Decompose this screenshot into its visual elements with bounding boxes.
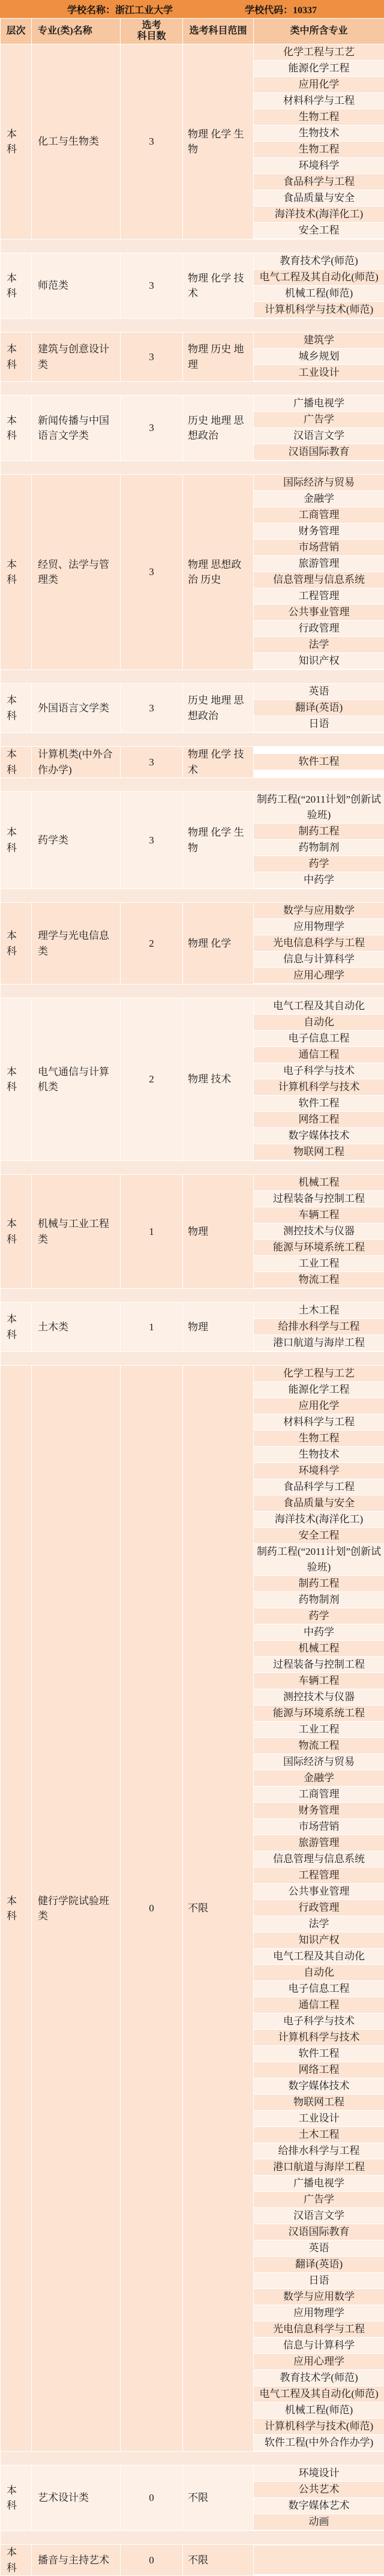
included-major-item: 制药工程 (254, 1576, 384, 1592)
included-major-item: 网络工程 (254, 1112, 384, 1128)
group-spacer-row (1, 1161, 384, 1175)
included-major-item: 环境设计 (254, 2466, 384, 2482)
table-header-row (1, 19, 384, 44)
subject-range-cell: 物理 历史 地理 (183, 333, 254, 382)
included-major-item: 测控技术与仪器 (254, 1689, 384, 1706)
included-major-item: 汉语国际教育 (254, 2224, 384, 2240)
major-group-row (1, 333, 384, 382)
major-name-cell: 师范类 (32, 253, 121, 319)
included-major-item: 旅游管理 (254, 556, 384, 572)
major-name-cell: 播音与主持艺术 (32, 2545, 121, 2576)
included-major-item: 网络工程 (254, 2062, 384, 2078)
included-major-item: 工商管理 (254, 507, 384, 523)
included-major-item: 翻译(英语) (254, 700, 384, 716)
included-majors-list (254, 792, 384, 888)
included-major-item: 能源与环境系统工程 (254, 1240, 384, 1256)
major-group-row (1, 1175, 384, 1289)
level-cell: 本科 (1, 903, 32, 985)
included-majors-cell (254, 903, 384, 985)
subject-range-cell: 物理 (183, 1303, 254, 1352)
subject-range-cell: 物理 思想政治 历史 (183, 475, 254, 670)
level-cell: 本科 (1, 396, 32, 461)
included-major-item: 物联网工程 (254, 2095, 384, 2111)
subject-range-cell: 不限 (183, 1366, 254, 2452)
major-group-row (1, 2466, 384, 2531)
major-name-cell: 经贸、法学与管理类 (32, 475, 121, 670)
subject-count-cell: 1 (121, 1303, 183, 1352)
included-major-item: 材料科学与工程 (254, 93, 384, 109)
level-cell: 本科 (1, 1366, 32, 2452)
subject-count-cell: 1 (121, 1175, 183, 1289)
subject-count-cell: 3 (121, 792, 183, 889)
included-major-item: 知识产权 (254, 1932, 384, 1949)
included-major-item: 机械工程 (254, 1641, 384, 1657)
level-cell: 本科 (1, 253, 32, 319)
included-majors-list (254, 998, 384, 1160)
included-major-item: 车辆工程 (254, 1207, 384, 1223)
group-spacer-row (1, 1352, 384, 1366)
included-majors-list (254, 1175, 384, 1288)
major-group-row (1, 1303, 384, 1352)
major-group-row (1, 2545, 384, 2576)
included-major-item: 物联网工程 (254, 1144, 384, 1160)
included-major-item: 药物制剂 (254, 840, 384, 856)
subject-count-cell: 3 (121, 684, 183, 733)
included-major-item: 广播电视学 (254, 2176, 384, 2192)
included-majors-cell (254, 333, 384, 382)
included-major-item: 通信工程 (254, 1047, 384, 1063)
table-body (1, 44, 384, 2576)
group-spacer-cell (1, 670, 384, 684)
level-cell: 本科 (1, 2466, 32, 2531)
header-major: 专业(类)名称 (32, 19, 121, 44)
included-major-item: 国际经济与贸易 (254, 1754, 384, 1770)
group-spacer-cell (1, 240, 384, 253)
group-spacer-cell (1, 1352, 384, 1366)
included-majors-cell (254, 44, 384, 240)
subject-count-cell: 3 (121, 396, 183, 461)
included-major-item: 数学与应用数学 (254, 903, 384, 919)
major-group-row (1, 684, 384, 733)
included-major-item: 翻译(英语) (254, 2257, 384, 2273)
included-majors-list (254, 1366, 384, 2451)
major-name-cell: 新闻传播与中国语言文学类 (32, 396, 121, 461)
included-major-item: 信息与计算科学 (254, 2338, 384, 2354)
group-spacer-cell (1, 778, 384, 792)
included-major-item: 生物工程 (254, 1431, 384, 1447)
included-major-item: 过程装备与控制工程 (254, 1191, 384, 1207)
major-group-row (1, 747, 384, 778)
included-major-item: 计算机科学与技术 (254, 2030, 384, 2046)
school-name: 学校名称：浙江工业大学 (67, 2, 173, 16)
included-major-item: 广播电视学 (254, 396, 384, 412)
included-major-item: 广告学 (254, 2192, 384, 2208)
subject-count-cell: 0 (121, 2545, 183, 2576)
included-major-item: 电子科学与技术 (254, 1063, 384, 1079)
included-major-item: 生物工程 (254, 142, 384, 158)
included-major-item: 机械工程(师范) (254, 286, 384, 302)
level-cell: 本科 (1, 44, 32, 240)
included-majors-cell (254, 1175, 384, 1289)
subject-count-cell: 2 (121, 903, 183, 985)
included-major-item: 生物工程 (254, 109, 384, 125)
included-major-item: 测控技术与仪器 (254, 1223, 384, 1240)
header-count-text: 选考 科目数 (123, 20, 180, 43)
included-major-item: 制药工程(“2011计划”创新试验班) (254, 792, 384, 824)
included-major-item: 制药工程 (254, 824, 384, 840)
included-major-item: 软件工程 (254, 1096, 384, 1112)
included-majors-cell (254, 998, 384, 1161)
included-major-item: 港口航道与海岸工程 (254, 1335, 384, 1351)
school-code: 学校代码：10337 (245, 2, 317, 16)
header-count (121, 19, 183, 44)
included-major-item: 国际经济与贸易 (254, 475, 384, 491)
included-major-item: 港口航道与海岸工程 (254, 2159, 384, 2176)
included-major-item: 工业工程 (254, 1722, 384, 1738)
included-major-item: 工商管理 (254, 1787, 384, 1803)
included-majors-cell (254, 792, 384, 889)
included-major-item: 机械工程 (254, 1175, 384, 1191)
included-major-item: 环境科学 (254, 158, 384, 174)
included-majors-cell (254, 253, 384, 319)
included-majors-cell (254, 2545, 384, 2576)
major-name-cell: 药学类 (32, 792, 121, 889)
included-major-item: 工程管理 (254, 1868, 384, 1884)
included-major-item: 工业工程 (254, 1256, 384, 1272)
included-major-item-empty (254, 2545, 384, 2575)
level-cell: 本科 (1, 333, 32, 382)
included-major-item: 英语 (254, 684, 384, 700)
header-level: 层次 (1, 19, 32, 44)
included-major-item: 海洋技术(海洋化工) (254, 207, 384, 223)
included-major-item: 生物技术 (254, 1447, 384, 1463)
level-cell: 本科 (1, 2545, 32, 2576)
included-major-item: 食品质量与安全 (254, 190, 384, 207)
included-majors-list (254, 2545, 384, 2575)
included-major-item: 材料科学与工程 (254, 1414, 384, 1431)
subject-count-cell: 0 (121, 1366, 183, 2452)
included-major-item: 汉语国际教育 (254, 444, 384, 460)
major-group-row (1, 475, 384, 670)
subject-count-cell: 3 (121, 475, 183, 670)
included-major-item: 软件工程 (254, 2046, 384, 2062)
major-name-cell: 计算机类(中外合作办学) (32, 747, 121, 778)
included-major-item: 工业设计 (254, 2111, 384, 2127)
group-spacer-cell (1, 2452, 384, 2466)
included-major-item: 信息管理与信息系统 (254, 572, 384, 588)
group-spacer-cell (1, 1289, 384, 1303)
group-spacer-row (1, 733, 384, 747)
included-major-item: 应用化学 (254, 77, 384, 93)
major-name-cell: 机械与工业工程类 (32, 1175, 121, 1289)
included-majors-list (254, 333, 384, 381)
subject-range-cell: 历史 地理 思想政治 (183, 396, 254, 461)
included-major-item: 金融学 (254, 1770, 384, 1787)
included-major-item: 信息管理与信息系统 (254, 1851, 384, 1868)
group-spacer-cell (1, 461, 384, 475)
included-major-item: 汉语言文学 (254, 428, 384, 444)
included-major-item: 过程装备与控制工程 (254, 1657, 384, 1673)
included-major-item: 化学工程与工艺 (254, 1366, 384, 1382)
included-major-item: 金融学 (254, 491, 384, 507)
included-major-item: 电子信息工程 (254, 1981, 384, 1997)
major-name-cell: 理学与光电信息类 (32, 903, 121, 985)
included-majors-cell (254, 1366, 384, 2452)
included-major-item: 海洋技术(海洋化工) (254, 1512, 384, 1528)
group-spacer-row (1, 461, 384, 475)
included-majors-list (254, 253, 384, 318)
included-major-item: 教育技术学(师范) (254, 253, 384, 270)
subject-count-cell: 3 (121, 44, 183, 240)
header-subjects: 选考科目范围 (183, 19, 254, 44)
major-name-cell: 健行学院试验班类 (32, 1366, 121, 2452)
major-name-cell: 外国语言文学类 (32, 684, 121, 733)
included-major-item: 计算机科学与技术 (254, 1079, 384, 1096)
included-major-item: 药物制剂 (254, 1592, 384, 1608)
included-majors-list (254, 903, 384, 984)
included-majors-cell (254, 2466, 384, 2531)
subject-range-cell: 物理 技术 (183, 998, 254, 1161)
included-majors-cell (254, 1303, 384, 1352)
included-majors-list (254, 754, 384, 770)
included-major-item: 软件工程(中外合作办学) (254, 2435, 384, 2451)
group-spacer-cell (1, 889, 384, 903)
subject-range-cell: 物理 (183, 1175, 254, 1289)
included-major-item: 法学 (254, 1916, 384, 1932)
group-spacer-cell (1, 1161, 384, 1175)
included-major-item: 财务管理 (254, 523, 384, 540)
subject-count-cell: 3 (121, 333, 183, 382)
included-major-item: 能源化学工程 (254, 61, 384, 77)
included-major-item: 应用心理学 (254, 2354, 384, 2370)
included-majors-list (254, 1303, 384, 1351)
subject-range-cell: 历史 地理 思想政治 (183, 684, 254, 733)
subject-range-cell: 不限 (183, 2466, 254, 2531)
included-major-item: 建筑学 (254, 333, 384, 349)
included-majors-cell (254, 747, 384, 778)
included-major-item: 土木工程 (254, 1303, 384, 1319)
included-major-item: 给排水科学与工程 (254, 1319, 384, 1335)
subject-range-cell: 物理 化学 技术 (183, 253, 254, 319)
included-major-item: 电子信息工程 (254, 1031, 384, 1047)
group-spacer-cell (1, 382, 384, 396)
included-major-item: 光电信息科学与工程 (254, 2321, 384, 2338)
included-majors-list (254, 684, 384, 732)
included-major-item: 应用物理学 (254, 2305, 384, 2321)
included-major-item: 电气工程及其自动化(师范) (254, 270, 384, 286)
subject-count-cell: 3 (121, 747, 183, 778)
included-major-item: 应用心理学 (254, 968, 384, 984)
major-name-cell: 建筑与创意设计类 (32, 333, 121, 382)
major-group-row (1, 396, 384, 461)
major-name-cell: 电气通信与计算机类 (32, 998, 121, 1161)
group-spacer-row (1, 889, 384, 903)
major-group-row (1, 1366, 384, 2452)
major-group-row (1, 253, 384, 319)
included-major-item: 中药学 (254, 1624, 384, 1641)
group-spacer-row (1, 240, 384, 253)
group-spacer-row (1, 2452, 384, 2466)
included-major-item: 广告学 (254, 412, 384, 428)
included-majors-cell (254, 475, 384, 670)
included-major-item: 电子科学与技术 (254, 2013, 384, 2030)
included-major-item: 物流工程 (254, 1272, 384, 1288)
included-major-item: 工业设计 (254, 365, 384, 381)
group-spacer-row (1, 2531, 384, 2545)
included-major-item: 计算机科学与技术(师范) (254, 2419, 384, 2435)
group-spacer-row (1, 985, 384, 998)
included-major-item: 食品科学与工程 (254, 1479, 384, 1495)
included-major-item: 法学 (254, 637, 384, 653)
subject-count-cell: 2 (121, 998, 183, 1161)
included-major-item: 数学与应用数学 (254, 2289, 384, 2305)
subject-count-cell: 3 (121, 253, 183, 319)
included-major-item: 知识产权 (254, 653, 384, 669)
included-major-item: 工程管理 (254, 588, 384, 605)
included-major-item: 教育技术学(师范) (254, 2370, 384, 2386)
group-spacer-row (1, 778, 384, 792)
included-major-item: 计算机科学与技术(师范) (254, 302, 384, 318)
included-major-item: 市场营销 (254, 540, 384, 556)
included-major-item: 数字媒体技术 (254, 2078, 384, 2095)
major-name-cell: 艺术设计类 (32, 2466, 121, 2531)
included-major-item: 药学 (254, 1608, 384, 1624)
group-spacer-row (1, 382, 384, 396)
included-major-item: 生物技术 (254, 125, 384, 142)
included-major-item: 日语 (254, 2273, 384, 2289)
included-major-item: 城乡规划 (254, 349, 384, 365)
included-major-item: 软件工程 (254, 754, 384, 770)
included-major-item: 机械工程(师范) (254, 2403, 384, 2419)
included-major-item: 应用化学 (254, 1398, 384, 1414)
header-classes: 类中所含专业 (254, 19, 384, 44)
group-spacer-row (1, 319, 384, 333)
included-major-item: 环境科学 (254, 1463, 384, 1479)
major-group-row (1, 903, 384, 985)
included-major-item: 电气工程及其自动化 (254, 998, 384, 1015)
included-major-item: 药学 (254, 856, 384, 872)
included-majors-list (254, 2466, 384, 2530)
level-cell: 本科 (1, 684, 32, 733)
included-major-item: 公共艺术 (254, 2482, 384, 2498)
school-title-bar (0, 0, 384, 18)
major-group-row (1, 792, 384, 889)
group-spacer-cell (1, 733, 384, 747)
group-spacer-cell (1, 985, 384, 998)
included-major-item: 市场营销 (254, 1819, 384, 1835)
level-cell: 本科 (1, 475, 32, 670)
group-spacer-row (1, 670, 384, 684)
major-group-row (1, 998, 384, 1161)
included-major-item: 财务管理 (254, 1803, 384, 1819)
included-major-item: 能源与环境系统工程 (254, 1706, 384, 1722)
major-name-cell: 土木类 (32, 1303, 121, 1352)
level-cell: 本科 (1, 1175, 32, 1289)
level-cell: 本科 (1, 998, 32, 1161)
major-name-cell: 化工与生物类 (32, 44, 121, 240)
included-major-item: 土木工程 (254, 2127, 384, 2143)
included-majors-list (254, 44, 384, 239)
included-major-item: 通信工程 (254, 1997, 384, 2013)
included-major-item: 安全工程 (254, 223, 384, 239)
included-major-item: 日语 (254, 716, 384, 732)
included-major-item: 食品质量与安全 (254, 1495, 384, 1512)
included-major-item: 电气工程及其自动化 (254, 1949, 384, 1965)
included-major-item: 制药工程(“2011计划”创新试验班) (254, 1544, 384, 1576)
included-major-item: 数字媒体艺术 (254, 2498, 384, 2514)
included-major-item: 车辆工程 (254, 1673, 384, 1689)
included-major-item: 英语 (254, 2240, 384, 2257)
included-majors-list (254, 475, 384, 669)
group-spacer-cell (1, 2531, 384, 2545)
major-group-row (1, 44, 384, 240)
subject-range-cell: 物理 化学 (183, 903, 254, 985)
included-major-item: 公共事业管理 (254, 605, 384, 621)
level-cell: 本科 (1, 747, 32, 778)
included-major-item: 自动化 (254, 1965, 384, 1981)
included-major-item: 化学工程与工艺 (254, 44, 384, 61)
included-major-item: 物流工程 (254, 1738, 384, 1754)
included-major-item: 自动化 (254, 1015, 384, 1031)
included-major-item: 旅游管理 (254, 1835, 384, 1851)
included-major-item: 公共事业管理 (254, 1884, 384, 1900)
included-major-item: 食品科学与工程 (254, 174, 384, 190)
included-majors-cell (254, 396, 384, 461)
included-majors-list (254, 396, 384, 460)
included-major-item: 数字媒体技术 (254, 1128, 384, 1144)
included-major-item: 电气工程及其自动化(师范) (254, 2386, 384, 2403)
included-major-item: 行政管理 (254, 1900, 384, 1916)
major-table (0, 18, 384, 2576)
subject-range-cell: 物理 化学 技术 (183, 747, 254, 778)
included-major-item: 中药学 (254, 872, 384, 888)
group-spacer-row (1, 1289, 384, 1303)
included-major-item: 应用物理学 (254, 919, 384, 935)
subject-range-cell: 物理 化学 生物 (183, 792, 254, 889)
level-cell: 本科 (1, 1303, 32, 1352)
included-major-item: 安全工程 (254, 1528, 384, 1544)
included-majors-cell (254, 684, 384, 733)
group-spacer-cell (1, 319, 384, 333)
included-major-item: 光电信息科学与工程 (254, 935, 384, 952)
included-major-item: 给排水科学与工程 (254, 2143, 384, 2159)
subject-range-cell: 物理 化学 生物 (183, 44, 254, 240)
included-major-item: 汉语言文学 (254, 2208, 384, 2224)
subject-count-cell: 0 (121, 2466, 183, 2531)
included-major-item: 行政管理 (254, 621, 384, 637)
included-major-item: 信息与计算科学 (254, 952, 384, 968)
subject-range-cell: 不限 (183, 2545, 254, 2576)
level-cell: 本科 (1, 792, 32, 889)
included-major-item: 能源化学工程 (254, 1382, 384, 1398)
included-major-item: 动画 (254, 2514, 384, 2530)
